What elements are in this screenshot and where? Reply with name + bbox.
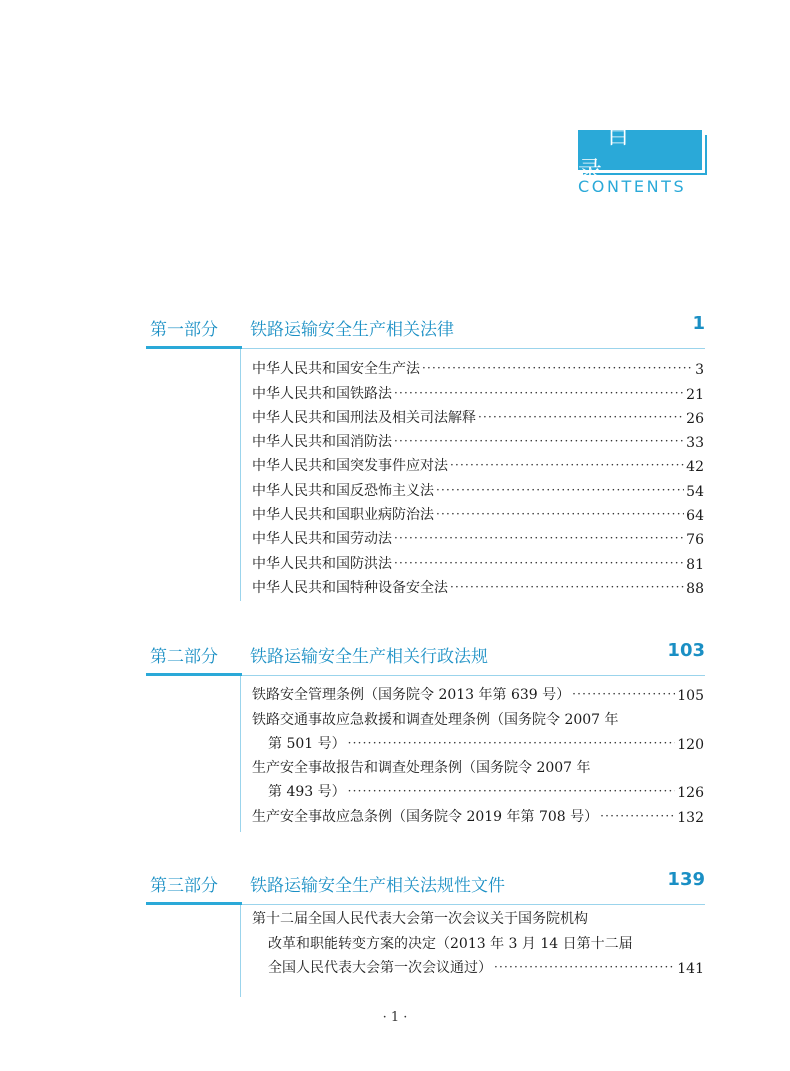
entry-page: 54 xyxy=(686,483,704,500)
entry-title: 第 493 号） xyxy=(268,784,346,801)
toc-entry-line[interactable]: 铁路交通事故应急救援和调查处理条例（国务院令 2007 年 xyxy=(252,711,619,728)
toc-entry[interactable] xyxy=(252,354,704,378)
section-accent-rule xyxy=(146,346,242,349)
section-label: 第三部分 xyxy=(150,876,218,896)
entry-title: 中华人民共和国反恐怖主义法 xyxy=(252,482,434,499)
entry-page: 33 xyxy=(686,435,704,452)
leader-dots xyxy=(394,383,684,403)
entry-title: 中华人民共和国劳动法 xyxy=(252,531,392,548)
leader-dots xyxy=(422,358,693,378)
leader-dots xyxy=(348,733,676,753)
toc-entry[interactable] xyxy=(252,500,704,524)
toc-entry-line[interactable]: 改革和职能转变方案的决定（2013 年 3 月 14 日第十二届 xyxy=(268,935,633,952)
leader-dots xyxy=(572,684,675,704)
leader-dots xyxy=(478,407,684,427)
toc-entry[interactable] xyxy=(252,524,704,548)
section-accent-rule xyxy=(146,902,242,905)
section-page: 139 xyxy=(667,869,705,890)
leader-dots xyxy=(494,957,675,977)
entry-title: 中华人民共和国职业病防治法 xyxy=(252,507,434,524)
section-accent-rule xyxy=(146,673,242,676)
page-number: · 1 · xyxy=(382,1010,408,1025)
toc-entry[interactable] xyxy=(252,451,704,475)
section-1-bar xyxy=(240,349,241,601)
section-heading-2[interactable] xyxy=(150,642,705,672)
entry-title: 铁路安全管理条例（国务院令 2013 年第 639 号） xyxy=(252,687,571,704)
section-2-bar xyxy=(240,676,241,832)
entry-page: 81 xyxy=(686,556,704,573)
toc-entry-line[interactable]: 第十二届全国人民代表大会第一次会议关于国务院机构 xyxy=(252,911,588,928)
entry-page: 126 xyxy=(677,785,704,802)
section-title: 铁路运输安全生产相关行政法规 xyxy=(250,647,488,667)
toc-entry[interactable] xyxy=(252,777,704,801)
section-page: 103 xyxy=(667,640,705,661)
toc-entry[interactable] xyxy=(252,680,704,704)
entry-page: 42 xyxy=(686,459,704,476)
entry-title: 第 501 号） xyxy=(268,735,346,752)
toc-entry[interactable] xyxy=(252,573,704,597)
entry-page: 26 xyxy=(686,410,704,427)
leader-dots xyxy=(394,431,684,451)
entry-title: 中华人民共和国刑法及相关司法解释 xyxy=(252,409,476,426)
toc-entry[interactable] xyxy=(252,801,704,825)
entry-page: 141 xyxy=(677,960,704,977)
leader-dots xyxy=(348,781,676,801)
entry-page: 105 xyxy=(677,688,704,705)
leader-dots xyxy=(436,480,684,500)
page-title: 目录 xyxy=(578,130,702,170)
entry-title: 中华人民共和国安全生产法 xyxy=(252,361,420,378)
section-3-bar xyxy=(240,905,241,997)
section-page: 1 xyxy=(692,313,705,334)
section-title: 铁路运输安全生产相关法律 xyxy=(250,320,454,340)
toc-entry[interactable] xyxy=(252,403,704,427)
toc-entry[interactable] xyxy=(252,548,704,572)
entry-page: 3 xyxy=(695,362,704,379)
leader-dots xyxy=(450,577,684,597)
toc-entry[interactable] xyxy=(252,475,704,499)
entry-title: 中华人民共和国消防法 xyxy=(252,434,392,451)
entry-page: 120 xyxy=(677,736,704,753)
leader-dots xyxy=(394,553,684,573)
entry-title: 全国人民代表大会第一次会议通过） xyxy=(268,959,492,976)
toc-entry[interactable] xyxy=(252,427,704,451)
entry-page: 88 xyxy=(686,580,704,597)
section-2-entries xyxy=(252,680,704,826)
leader-dots xyxy=(436,504,684,524)
page-subtitle: CONTENTS xyxy=(578,177,687,196)
leader-dots xyxy=(450,455,684,475)
section-1-entries xyxy=(252,354,704,597)
section-heading-1[interactable] xyxy=(150,315,705,345)
entry-title: 中华人民共和国特种设备安全法 xyxy=(252,579,448,596)
entry-title: 中华人民共和国突发事件应对法 xyxy=(252,458,448,475)
section-label: 第一部分 xyxy=(150,320,218,340)
leader-dots xyxy=(394,528,684,548)
toc-entry[interactable] xyxy=(252,378,704,402)
entry-page: 64 xyxy=(686,508,704,525)
section-3-entries xyxy=(252,904,704,977)
toc-entry-line[interactable]: 生产安全事故报告和调查处理条例（国务院令 2007 年 xyxy=(252,760,591,777)
entry-title: 生产安全事故应急条例（国务院令 2019 年第 708 号） xyxy=(252,808,599,825)
section-heading-3[interactable] xyxy=(150,871,705,901)
toc-entry[interactable] xyxy=(252,729,704,753)
entry-page: 76 xyxy=(686,532,704,549)
entry-page: 132 xyxy=(677,809,704,826)
entry-page: 21 xyxy=(686,386,704,403)
leader-dots xyxy=(600,806,675,826)
section-label: 第二部分 xyxy=(150,647,218,667)
section-title: 铁路运输安全生产相关法规性文件 xyxy=(250,876,505,896)
entry-title: 中华人民共和国防洪法 xyxy=(252,555,392,572)
entry-title: 中华人民共和国铁路法 xyxy=(252,385,392,402)
toc-entry[interactable] xyxy=(252,953,704,977)
